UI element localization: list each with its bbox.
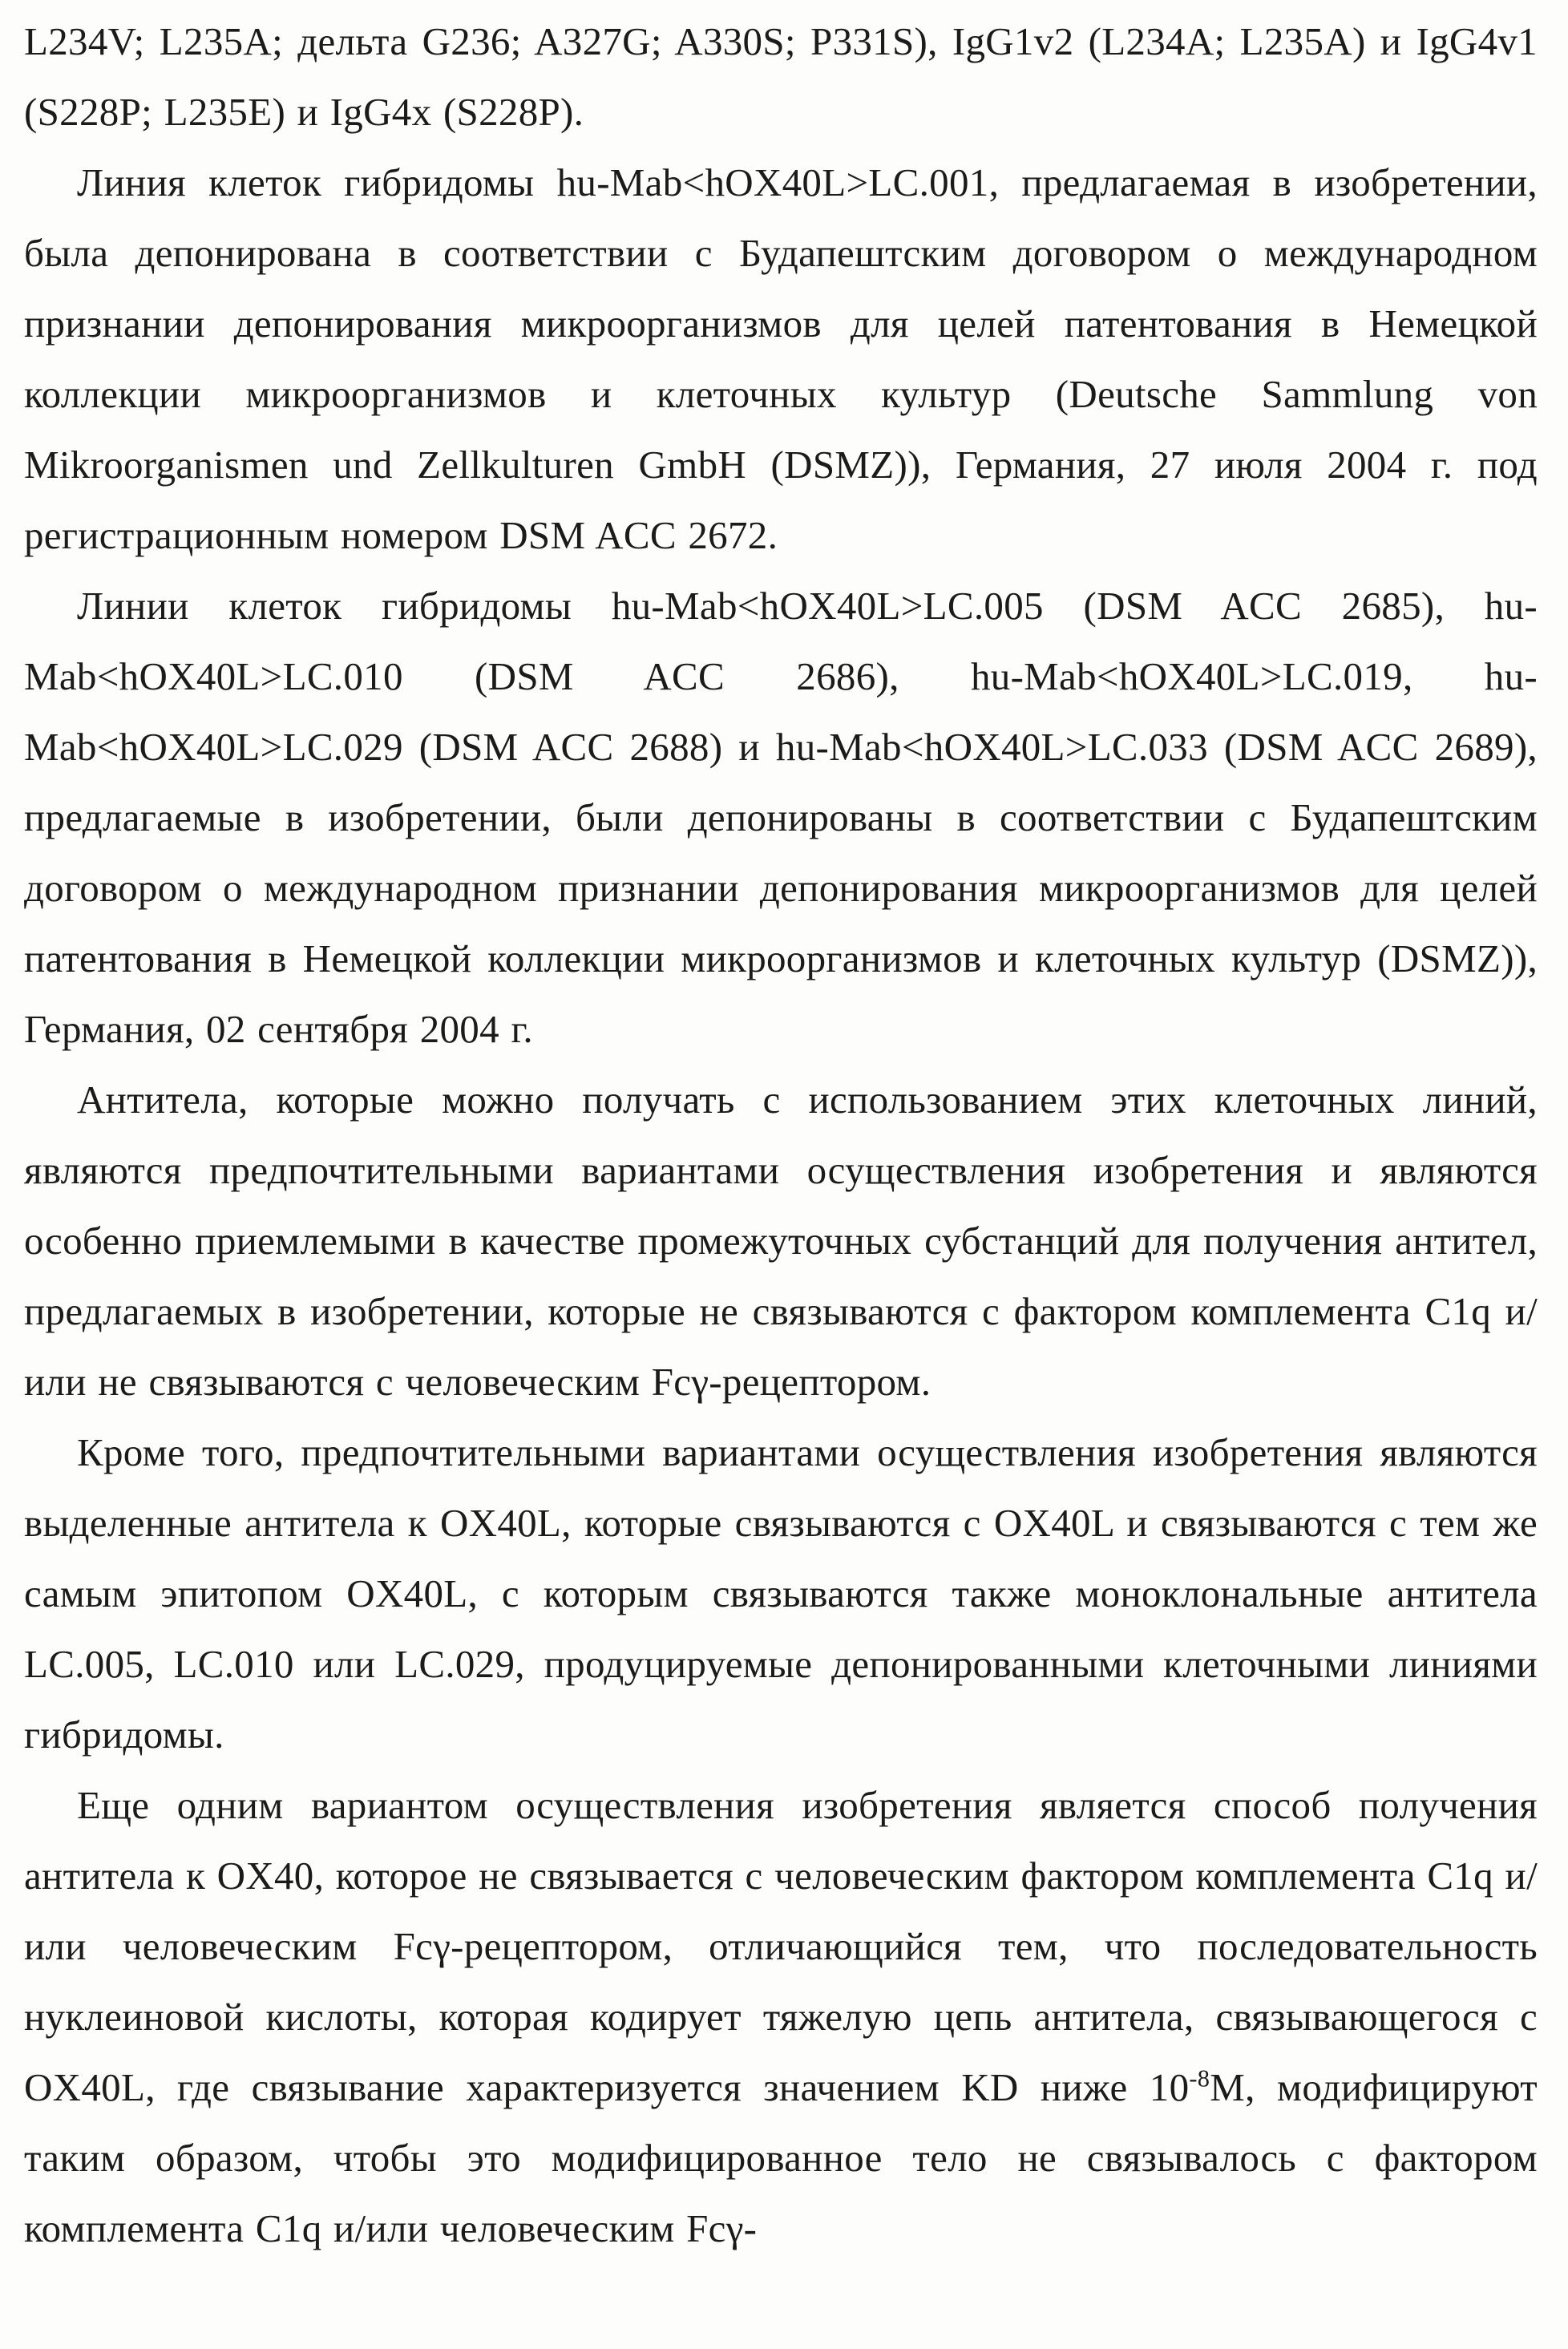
paragraph-method-text-after-superscript: М, модифицируют таким образом, чтобы это модифицированное тело не связывалось с фактором комплемента C1q и/или человеческим Fcγ- — [24, 2065, 1538, 2250]
paragraph-igg-variants-continuation: L234V; L235A; дельта G236; A327G; A330S; P331S), IgG1v2 (L234A; L235A) и IgG4v1 (S228P; L235E) и IgG4x (S228P). — [24, 19, 1538, 134]
paragraph-hybridoma-lines-deposit: Линии клеток гибридомы hu-Mab<hOX40L>LC.005 (DSM ACC 2685), hu-Mab<hOX40L>LC.010 (DSM ACC 2686), hu-Mab<hOX40L>LC.019, hu-Mab<hOX40L>LC.029 (DSM ACC 2688) и hu-Mab<hOX40L>LC.033 (DSM ACC 2689), предлагаемые в изобретении, были депонированы в соответствии с Будапештским договором о международном признании депонирования микроорганизмов для целей патентования в Немецкой коллекции микроорганизмов и клеточных культур (DSMZ)), Германия, 02 сентября 2004 г. — [24, 584, 1538, 1051]
paragraph-hybridoma-lc001-deposit: Линия клеток гибридомы hu-Mab<hOX40L>LC.001, предлагаемая в изобретении, была депонирована в соответствии с Будапештским договором о международном признании депонирования микроорганизмов для целей патентования в Немецкой коллекции микроорганизмов и клеточных культур (Deutsche Sammlung von Mikroorganismen und Zellkulturen GmbH (DSMZ)), Германия, 27 июля 2004 г. под регистрационным номером DSM ACC 2672. — [24, 160, 1538, 557]
paragraph-method-of-obtaining-antibody — [24, 1770, 1538, 2264]
paragraph-antibodies-preferred-embodiments: Антитела, которые можно получать с использованием этих клеточных линий, являются предпочтительными вариантами осуществления изобретения и являются особенно приемлемыми в качестве промежуточных субстанций для получения антител, предлагаемых в изобретении, которые не связываются с фактором комплемента C1q и/или не связываются с человеческим Fcγ-рецептором. — [24, 1077, 1538, 1404]
paragraph-isolated-ox40l-antibodies: Кроме того, предпочтительными вариантами осуществления изобретения являются выделенные антитела к OX40L, которые связываются с OX40L и связываются с тем же самым эпитопом OX40L, с которым связываются также моноклональные антитела LC.005, LC.010 или LC.029, продуцируемые депонированными клеточными линиями гибридомы. — [24, 1430, 1538, 1757]
superscript-exponent: -8 — [1189, 2064, 1210, 2092]
paragraph-method-text-before-superscript: Еще одним вариантом осуществления изобретения является способ получения антитела к OX40, которое не связывается с человеческим фактором комплемента C1q и/или человеческим Fcγ-рецептором, отличающийся тем, что последовательность нуклеиновой кислоты, которая кодирует тяжелую цепь антитела, связывающегося с OX40L, где связывание характеризуется значением KD ниже 10 — [24, 1783, 1538, 2109]
